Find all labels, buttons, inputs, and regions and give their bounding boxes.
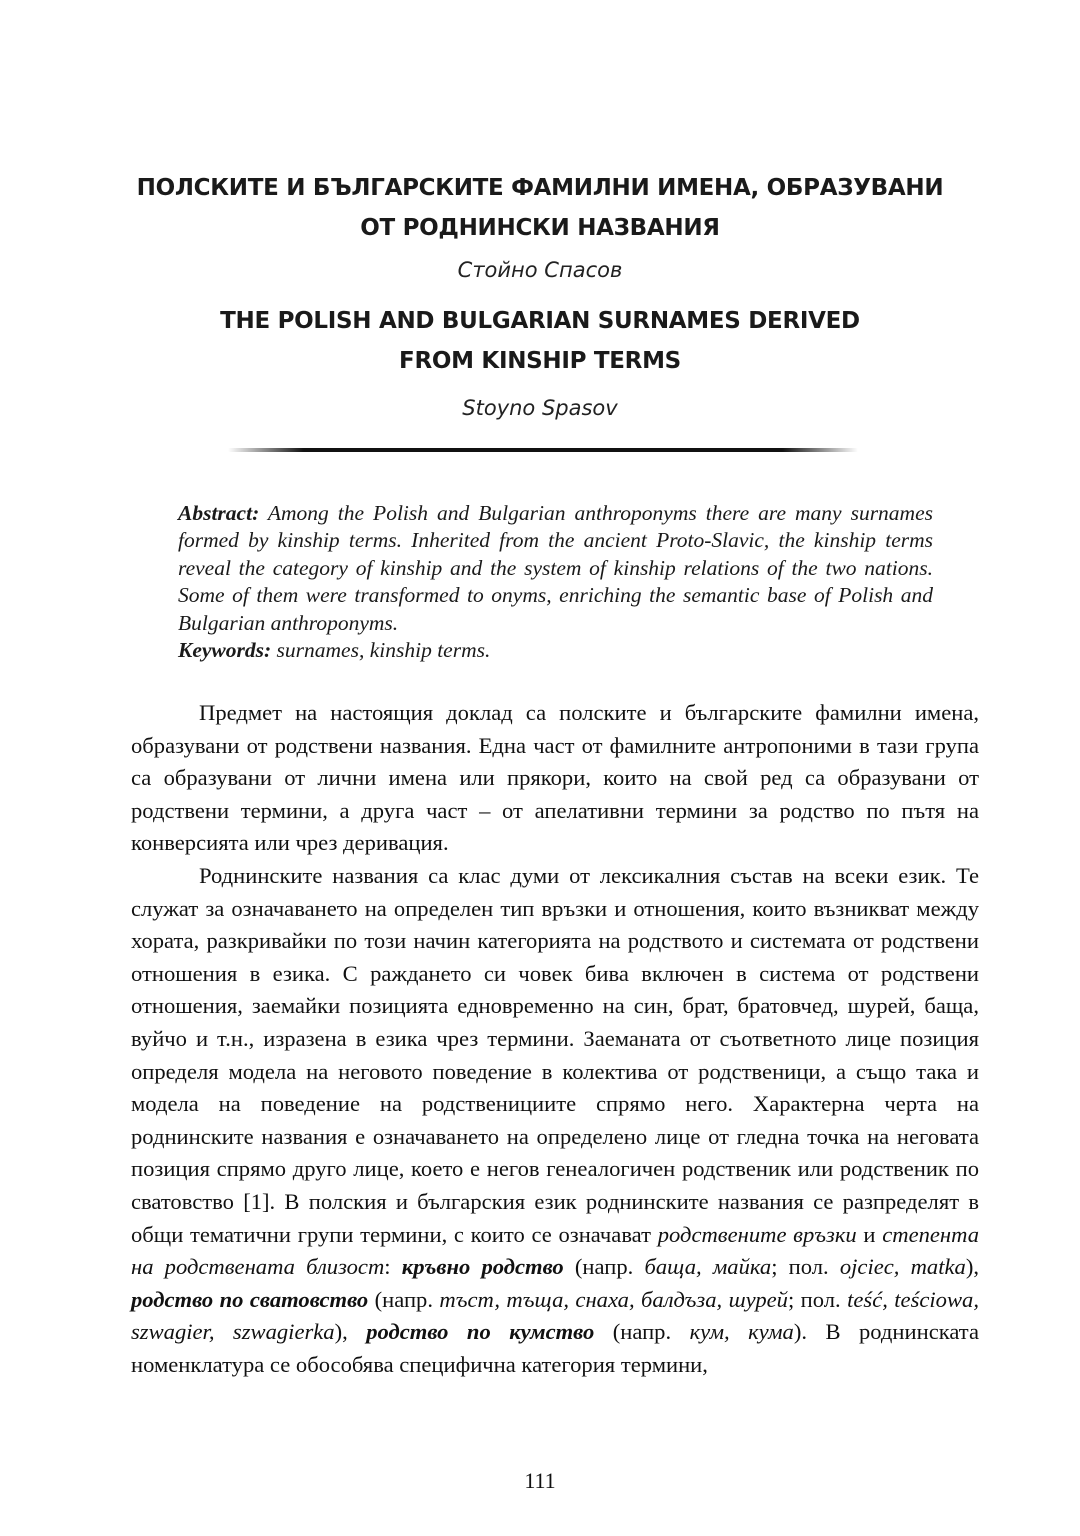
p2-text-6: ), bbox=[965, 1254, 980, 1280]
abstract-block bbox=[178, 500, 933, 664]
p2-italic-7: кум, кума bbox=[689, 1319, 794, 1345]
p2-italic-1: родствените връзки bbox=[657, 1221, 857, 1247]
abstract-text: Among the Polish and Bulgarian anthroponyms there are many surnames formed by kinship terms. Inherited from the ancient Proto-Slavic, the kinship terms reveal the category of kinship and the system of kinship relations of the two nations. Some of them were transformed to onyms, enriching the semantic base of Polish and Bulgarian anthroponyms. bbox=[178, 501, 933, 635]
p2-bold-1: кръвно родство bbox=[401, 1254, 564, 1280]
p2-italic-5: тъст, тъща, снаха, балдъза, шурей bbox=[439, 1286, 788, 1312]
author-english: Stoyno Spasov bbox=[462, 396, 618, 420]
body-paragraph-1: Предмет на настоящия доклад са полските и българските фамилни имена, образувани от родствени названия. Една част от фамилните антропоними в тази група са образувани от лични имена или прякори, които на свой ред са образувани от родствени термини, а друга част – от апелативни термини за родство по пътя на конверсията или чрез деривация. bbox=[131, 700, 979, 856]
body-text bbox=[131, 697, 979, 1381]
title-english-line-2: FROM KINSHIP TERMS bbox=[399, 348, 681, 374]
author-bulgarian: Стойно Спасов bbox=[457, 258, 623, 282]
p2-text-2: и bbox=[856, 1221, 883, 1247]
keywords-label: Keywords: bbox=[178, 638, 272, 663]
p2-italic-3: баща, майка bbox=[644, 1254, 772, 1280]
p2-italic-4: ojciec, matka bbox=[839, 1254, 966, 1280]
p2-text-8: ; пол. bbox=[787, 1286, 848, 1312]
p2-text-4: (напр. bbox=[563, 1254, 645, 1280]
p2-text-10: (напр. bbox=[594, 1319, 690, 1345]
keywords-line bbox=[178, 637, 933, 664]
p2-text-11: ). В роднинската номенклатура се обособява специфична категория термини, bbox=[131, 1319, 979, 1377]
p2-italic-6: teść, teściowa, szwagier, szwagierka bbox=[131, 1286, 979, 1345]
p2-bold-2: родство по сватовство bbox=[131, 1286, 369, 1312]
body-paragraph-2 bbox=[131, 860, 979, 1382]
p2-text-3: : bbox=[384, 1254, 402, 1280]
title-bulgarian-line-1: ПОЛСКИТЕ И БЪЛГАРСКИТЕ ФАМИЛНИ ИМЕНА, ОБРАЗУВАНИ bbox=[136, 175, 944, 201]
title-english bbox=[100, 301, 980, 381]
title-english-line-1: THE POLISH AND BULGARIAN SURNAMES DERIVED bbox=[220, 308, 860, 334]
title-bulgarian-line-2: ОТ РОДНИНСКИ НАЗВАНИЯ bbox=[360, 215, 720, 241]
p2-bold-3: родство по кумство bbox=[366, 1319, 595, 1345]
p2-text-5: ; пол. bbox=[771, 1254, 840, 1280]
p2-text-9: ), bbox=[334, 1319, 367, 1345]
p2-italic-2: степента на родствената близост bbox=[131, 1221, 980, 1280]
keywords-text: surnames, kinship terms. bbox=[271, 638, 491, 663]
page-number: 111 bbox=[524, 1468, 556, 1493]
abstract-label: Abstract: bbox=[178, 501, 260, 525]
p2-text-7: (напр. bbox=[368, 1286, 440, 1312]
p2-text-1: Роднинските названия са клас думи от лексикалния състав на всеки език. Те служат за означаването на определен тип връзки и отношения, които възникват между хората, разкривайки по този начин категорията на родството и системата от родствени отношения в езика. С раждането си човек бива включен в система от родствени отношения, заемайки позицията едновременно на син, брат, братовчед, шурей, баща, вуйчо и т.н., изразена в езика чрез термини. Заеманата от съответното лице позиция определя модела на неговото поведение в колектива от родственици, а също така и модела на поведение на родственициите спрямо него. Характерна черта на роднинските названия е означаването на определено лице от гледна точка на неговата позиция спрямо друго лице, което е негов генеалогичен родственик или родственик по сватовство [1]. В полския и българския език роднинските названия се разпределят в общи тематични групи термини, с които се означават bbox=[131, 862, 979, 1247]
abstract-paragraph bbox=[178, 500, 933, 637]
title-bulgarian bbox=[100, 168, 980, 248]
title-divider bbox=[228, 448, 858, 452]
